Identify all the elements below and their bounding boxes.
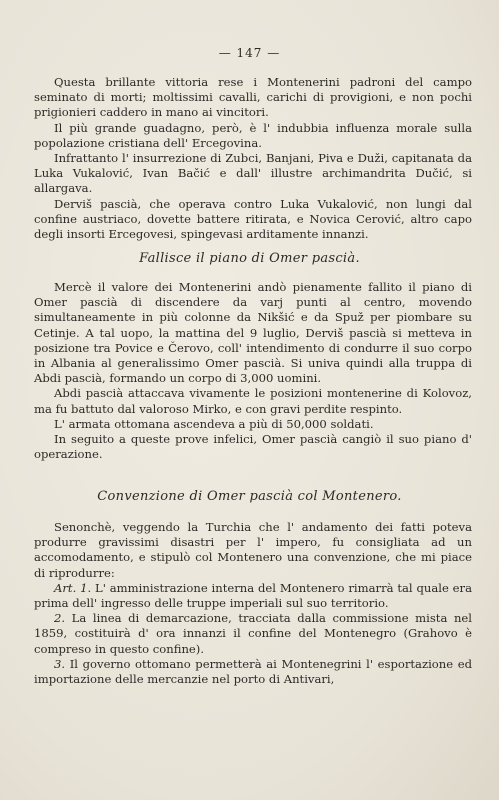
- article-label: 3.: [54, 656, 66, 671]
- paragraph: Derviš pascià, che operava contro Luka Vukalović, non lungi dal confine austriaco, dovette battere ritirata, e Novica Cerović, altro capo degli insorti Ercegovesi, spingevasi arditamente innanzi.: [34, 196, 472, 242]
- section-2-text: [34, 280, 472, 462]
- page-number: — 147 —: [218, 46, 281, 60]
- article-text: L' amministrazione interna del Montenero rimarrà tal quale era prima dell' ingresso delle truppe imperiali sul suo territorio.: [34, 580, 473, 611]
- paragraph: Senonchè, veggendo la Turchia che l' andamento dei fatti poteva produrre gravissimi disastri per l' impero, fu consigliata ad un accomodamento, e stipulò col Montenero una convenzione, che mi piace di riprodurre:: [34, 520, 472, 580]
- article: [34, 581, 472, 611]
- article-text: La linea di demarcazione, tracciata dalla commissione mista nel 1859, costituirà d' ora innanzi il confine del Montenegro (Grahovo è compreso in questo confine).: [34, 611, 472, 656]
- article: [34, 611, 472, 657]
- paragraph: L' armata ottomana ascendeva a più di 50,000 soldati.: [54, 416, 374, 431]
- paragraph: In seguito a queste prove infelici, Omer pascià cangiò il suo piano d' operazione.: [34, 432, 472, 462]
- paragraph: Mercè il valore dei Montenerini andò pienamente fallito il piano di Omer pascià di discendere da varj punti al centro, movendo simultaneamente in più colonne da Nikšić e da Spuž per piombare su Cetinje. A tal uopo, la mattina del 9 luglio, Derviš pascià si metteva in posizione tra Povice e Čerovo, coll' intendimento di condurre il suo corpo in Albania al generalissimo Omer pascià. Si univa quindi alla truppa di Abdi pascià, formando un corpo di 3,000 uomini.: [34, 280, 472, 386]
- paragraph: Infrattanto l' insurrezione di Zubci, Banjani, Piva e Duži, capitanata da Luka Vukalović, Ivan Bačić e dall' illustre archimandrita Dučić, si allargava.: [34, 151, 472, 196]
- section-1-text: [34, 75, 472, 242]
- section-heading-1: Fallisce il piano di Omer pascià.: [139, 251, 360, 266]
- paragraph: Questa brillante vittoria rese i Montenerini padroni del campo seminato di morti; moltissimi cavalli, carichi di provigioni, e non pochi prigionieri caddero in mano ai vincitori.: [34, 75, 472, 120]
- article-text: Il governo ottomano permetterà ai Montenegrini l' esportazione ed importazione delle mercanzie nel porto di Antivari,: [34, 656, 473, 687]
- article-label: Art. 1.: [54, 580, 92, 595]
- paragraph: Abdi pascià attaccava vivamente le posizioni montenerine di Kolovoz, ma fu battuto dal valoroso Mirko, e con gravi perdite respinto.: [34, 386, 472, 416]
- section-heading-2: Convenzione di Omer pascià col Montenero.: [97, 489, 402, 504]
- article-label: 2.: [54, 611, 66, 626]
- paragraph: Il più grande guadagno, però, è l' indubbia influenza morale sulla popolazione cristiana dell' Ercegovina.: [34, 120, 472, 150]
- section-3-text: [34, 520, 472, 687]
- article: [34, 657, 472, 687]
